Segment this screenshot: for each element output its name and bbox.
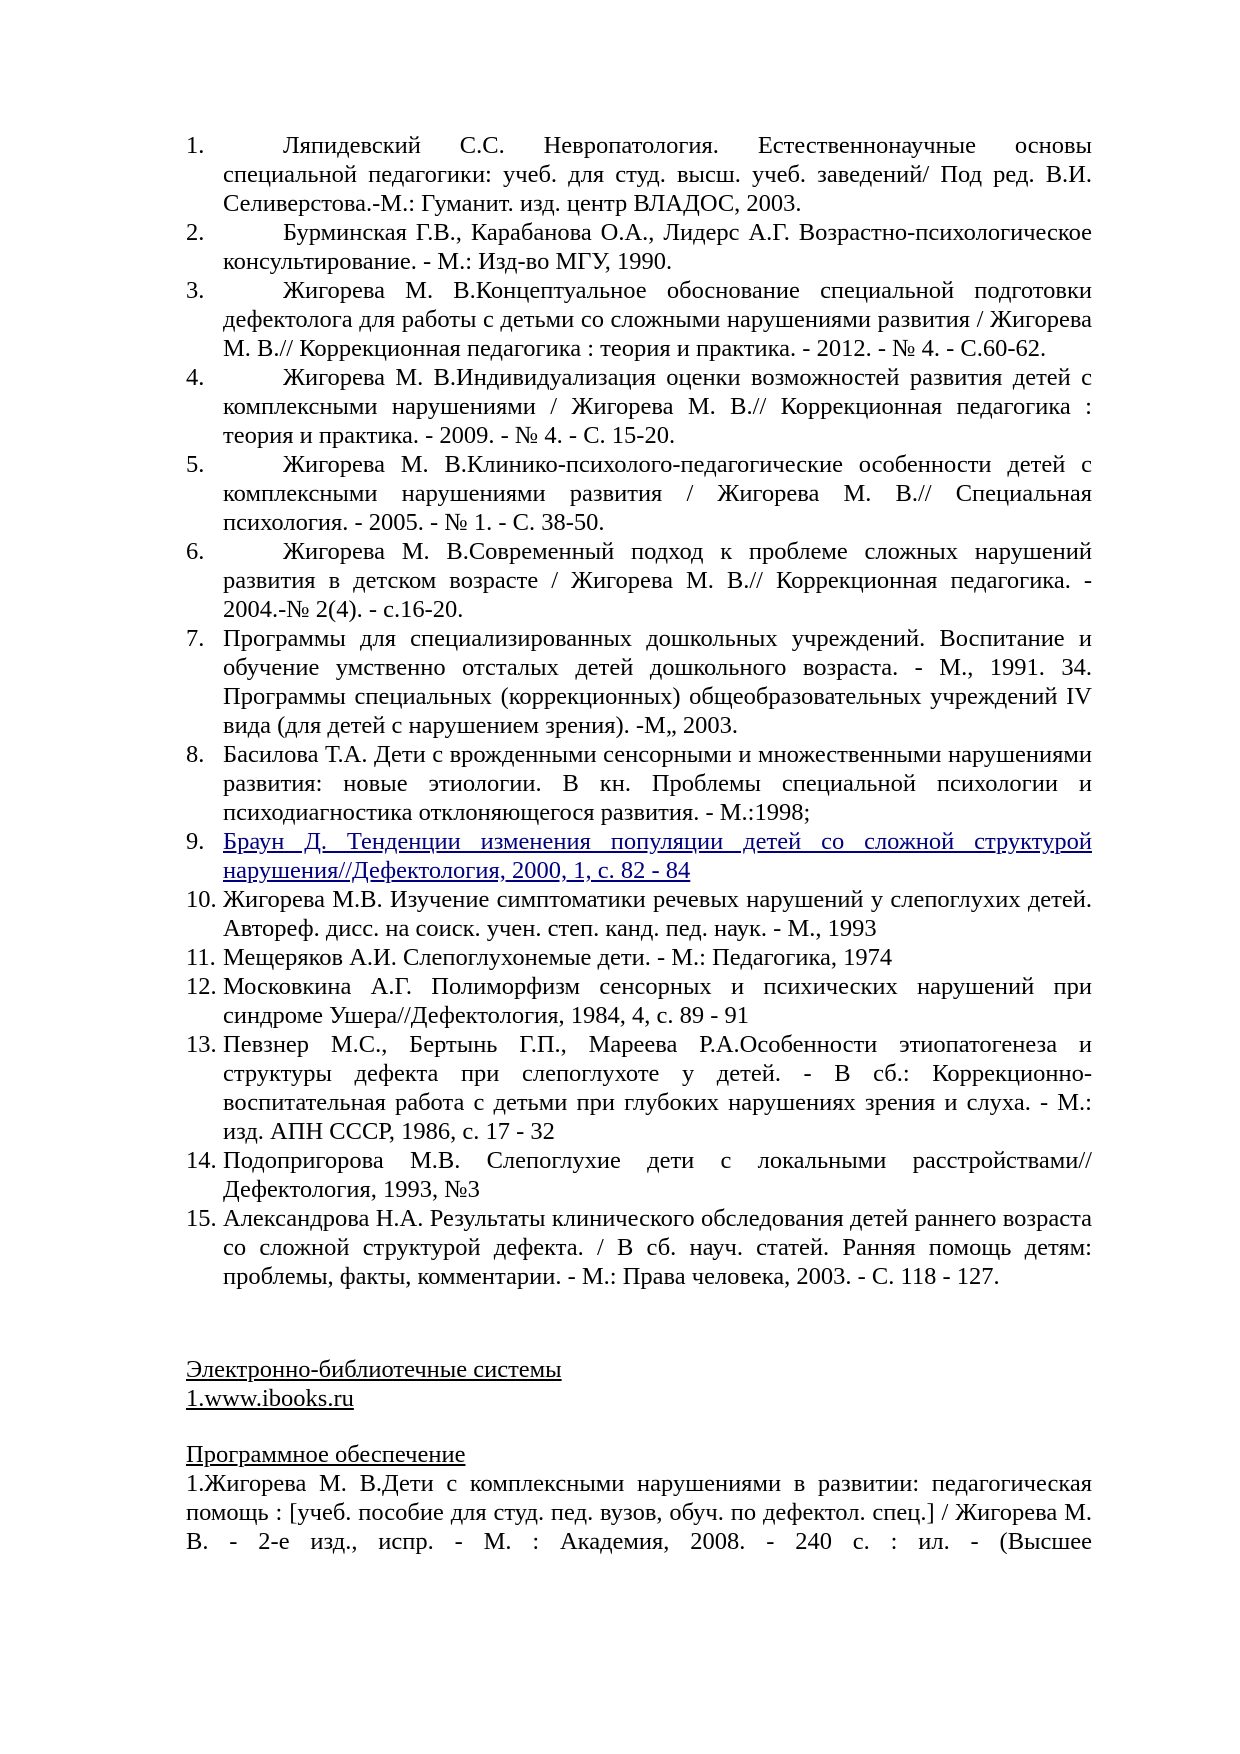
reference-item [186,1146,1092,1204]
reference-text: Жигорева М.В. Изучение симптоматики речевых нарушений у слепоглухих детей. Автореф. дисс. на соиск. учен. степ. канд. пед. наук. - М., 1993 [223,886,1092,942]
reference-number: 8. [186,741,205,768]
reference-list [186,131,1092,1291]
reference-text: Жигорева М. В.Индивидуализация оценки возможностей развития детей с комплексными нарушениями / Жигорева М. В.// Коррекционная педагогика : теория и практика. - 2009. - № 4. - С. 15-20. [223,364,1092,449]
reference-item [186,827,1092,885]
reference-number: 10. [186,886,217,913]
reference-text: Жигорева М. В.Современный подход к проблеме сложных нарушений развития в детском возрасте / Жигорева М. В.// Коррекционная педагогика. - 2004.-№ 2(4). - с.16-20. [223,538,1092,623]
reference-item [186,943,1092,972]
reference-item [186,131,1092,218]
reference-text: Жигорева М. В.Клинико-психолого-педагогические особенности детей с комплексными нарушениями развития / Жигорева М. В.// Специальная психология. - 2005. - № 1. - С. 38-50. [223,451,1092,536]
reference-text: Подопригорова М.В. Слепоглухие дети с локальными расстройствами//Дефектология, 1993, №3 [223,1147,1092,1203]
reference-item [186,1030,1092,1146]
reference-item [186,740,1092,827]
blank-line [186,1413,1092,1440]
reference-number: 4. [186,364,205,391]
reference-number: 13. [186,1031,217,1058]
software-paragraph: 1.Жигорева М. В.Дети с комплексными нарушениями в развитии: педагогическая помощь : [учеб. пособие для студ. пед. вузов, обуч. по дефектол. спец.] / Жигорева М. В. - 2-е изд., испр. - М. : Академия, 2008. - 240 с. : ил. - (Высшее [186,1470,1092,1555]
reference-item [186,1204,1092,1291]
reference-number: 5. [186,451,205,478]
reference-number: 7. [186,625,205,652]
reference-item [186,972,1092,1030]
reference-number: 11. [186,944,216,971]
reference-number: 9. [186,828,205,855]
reference-text: Московкина А.Г. Полиморфизм сенсорных и психических нарушений при синдроме Ушера//Дефектология, 1984, 4, с. 89 - 91 [223,973,1092,1029]
document-content [186,131,1092,1556]
reference-text: Мещеряков А.И. Слепоглухонемые дети. - М.: Педагогика, 1974 [223,944,893,971]
ebs-heading: Электронно-библиотечные системы [186,1356,562,1383]
reference-item [186,624,1092,740]
reference-number: 14. [186,1147,217,1174]
reference-number: 12. [186,973,217,1000]
reference-item [186,450,1092,537]
reference-number: 15. [186,1205,217,1232]
reference-text: Бурминская Г.В., Карабанова О.А., Лидерс А.Г. Возрастно-психологическое консультирование. - М.: Изд-во МГУ, 1990. [223,219,1092,275]
reference-text: Программы для специализированных дошкольных учреждений. Воспитание и обучение умственно отсталых детей дошкольного возраста. - М., 1991. 34. Программы специальных (коррекционных) общеобразовательных учреждений IV вида (для детей с нарушением зрения). -М„ 2003. [223,625,1092,739]
reference-link[interactable]: Браун Д. Тенденции изменения популяции детей со сложной структурой нарушения//Дефектология, 2000, 1, с. 82 - 84 [223,828,1092,884]
reference-text: Александрова Н.А. Результаты клинического обследования детей раннего возраста со сложной структурой дефекта. / В сб. науч. статей. Ранняя помощь детям: проблемы, факты, комментарии. - М.: Права человека, 2003. - С. 118 - 127. [223,1205,1092,1290]
reference-number: 1. [186,132,205,159]
blank-line [186,1291,1092,1355]
ebs-item-ibooks[interactable]: 1.www.ibooks.ru [186,1385,354,1412]
reference-text: Певзнер М.С., Бертынь Г.П., Мареева Р.А.Особенности этиопатогенеза и структуры дефекта при слепоглухоте у детей. - В сб.: Коррекционно-воспитательная работа с детьми при глубоких нарушениях зрения и слуха. - М.: изд. АПН СССР, 1986, с. 17 - 32 [223,1031,1092,1145]
software-heading: Программное обеспечение [186,1441,466,1468]
reference-item [186,218,1092,276]
reference-number: 2. [186,219,205,246]
reference-item [186,885,1092,943]
reference-number: 6. [186,538,205,565]
reference-text: Басилова Т.А. Дети с врожденными сенсорными и множественными нарушениями развития: новые этиологии. В кн. Проблемы специальной психологии и психодиагностика отклоняющегося развития. - М.:1998; [223,741,1092,826]
reference-item [186,276,1092,363]
reference-item [186,363,1092,450]
reference-item [186,537,1092,624]
reference-text: Ляпидевский С.С. Невропатология. Естественнонаучные основы специальной педагогики: учеб. для студ. высш. учеб. заведений/ Под ред. В.И. Селиверстова.-М.: Гуманит. изд. центр ВЛАДОС, 2003. [223,132,1092,217]
reference-text: Жигорева М. В.Концептуальное обоснование специальной подготовки дефектолога для работы с детьми со сложными нарушениями развития / Жигорева М. В.// Коррекционная педагогика : теория и практика. - 2012. - № 4. - С.60-62. [223,277,1092,362]
reference-number: 3. [186,277,205,304]
